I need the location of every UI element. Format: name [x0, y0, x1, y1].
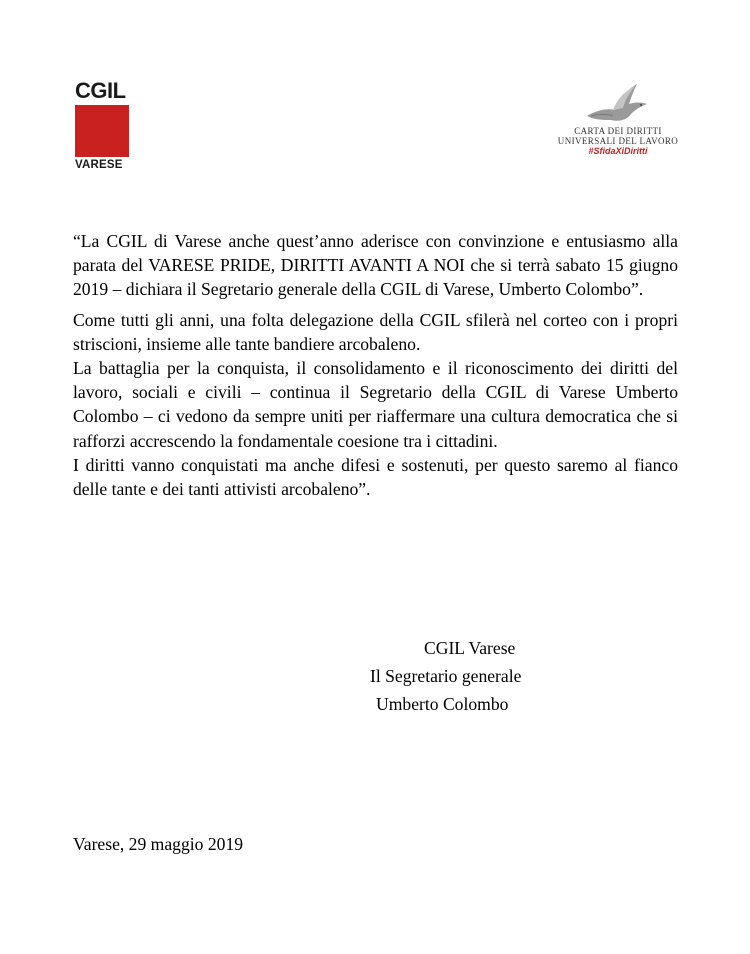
letter-paragraph-3: La battaglia per la conquista, il consolidamento e il riconoscimento dei diritti del lavoro, sociali e civili – continua il Segretario della CGIL di Varese Umberto Colombo – ci vedono da sempre uniti per riaffermare una cultura democratica che si rafforzi accrescendo la fondamentale coesione tra i cittadini.	[73, 358, 678, 451]
letter-body	[73, 229, 678, 501]
carta-logo-hashtag: #SfidaXiDiritti	[588, 146, 648, 156]
cgil-varese-logo	[74, 80, 134, 171]
cgil-logo-subtitle: VARESE	[75, 159, 123, 171]
letter-paragraph-2: Come tutti gli anni, una folta delegazione della CGIL sfilerà nel corteo con i propri striscioni, insieme alle tante bandiere arcobaleno.	[73, 309, 678, 354]
cgil-logo-title: CGIL	[75, 78, 126, 103]
cgil-logo-red-square	[75, 105, 129, 157]
signature-role: Il Segretario generale	[370, 666, 522, 686]
signature-organization: CGIL Varese	[424, 638, 516, 658]
carta-dei-diritti-logo	[548, 80, 688, 157]
carta-logo-line2: UNIVERSALI DEL LAVORO	[557, 136, 679, 146]
letter-paragraph-1: “La CGIL di Varese anche quest’anno aderisce con convinzione e entusiasmo alla parata del VARESE PRIDE, DIRITTI AVANTI A NOI che si terrà sabato 15 giugno 2019 – dichiara il Segretario generale della CGIL di Varese, Umberto Colombo”.	[73, 231, 678, 300]
signature-name: Umberto Colombo	[376, 694, 509, 714]
letter-paragraph-4: I diritti vanno conquistati ma anche difesi e sostenuti, per questo saremo al fianco delle tante e dei tanti attivisti arcobaleno”.	[73, 454, 678, 500]
signature-block	[370, 634, 521, 718]
carta-logo-line1: CARTA DEI DIRITTI	[574, 126, 662, 136]
letter-date: Varese, 29 maggio 2019	[73, 834, 244, 854]
dove-icon	[583, 80, 653, 126]
